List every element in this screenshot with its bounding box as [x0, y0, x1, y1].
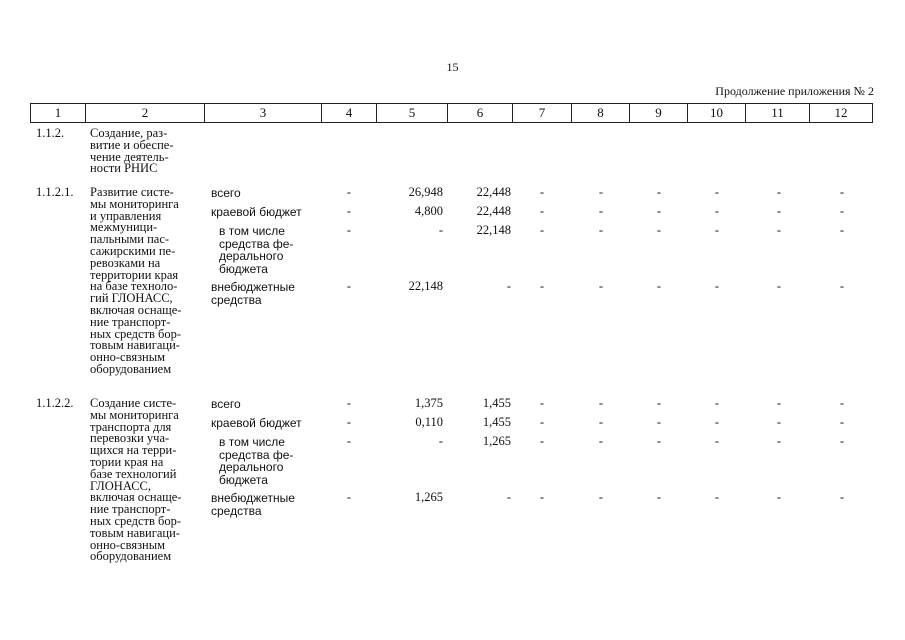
row-name-line: транспорта для	[90, 419, 172, 434]
funding-source-label: средства фе-	[219, 236, 294, 251]
value-cell: -	[839, 204, 845, 218]
value-cell: -	[598, 415, 604, 429]
value-cell: -	[539, 415, 545, 429]
funding-source-label: в том числе	[219, 435, 285, 449]
value-cell: -	[776, 434, 782, 448]
value-cell: -	[656, 415, 662, 429]
funding-source-label: средства фе-	[219, 447, 294, 462]
value-cell: -	[839, 415, 845, 429]
value-cell: -	[656, 396, 662, 410]
row-name-line: чение деятель-	[90, 149, 169, 164]
funding-source-label: краевой бюджет	[211, 205, 302, 219]
funding-source-label: бюджета	[219, 472, 268, 487]
funding-source-label: внебюджетные	[211, 491, 295, 505]
value-cell: -	[656, 223, 662, 237]
value-cell: -	[539, 434, 545, 448]
row-name-line: сажирскими пе-	[90, 244, 176, 258]
value-cell: -	[598, 223, 604, 237]
value-cell: -	[346, 490, 352, 504]
row-name-line: ние транспорт-	[90, 502, 171, 517]
funding-source-label: всего	[211, 397, 241, 411]
value-cell: -	[539, 223, 545, 237]
value-cell: -	[346, 279, 352, 293]
value-cell: -	[839, 434, 845, 448]
continuation-label: Продолжение приложения № 2	[715, 84, 874, 98]
value-cell: -	[776, 185, 782, 199]
value-cell: -	[714, 396, 720, 410]
value-cell: -	[656, 434, 662, 448]
header-col-5: 5	[377, 104, 448, 123]
value-cell: -	[714, 279, 720, 293]
value-cell: -	[776, 223, 782, 237]
value-cell: -	[714, 185, 720, 199]
header-col-6: 6	[448, 104, 513, 123]
value-cell: 1,265	[482, 434, 511, 448]
row-name-line: включая оснаще-	[90, 490, 182, 505]
value-cell: 22,448	[476, 185, 511, 199]
row-name-line: ности РНИС	[90, 161, 158, 176]
value-cell: -	[598, 396, 604, 410]
row-name-line: ных средств бор-	[90, 326, 182, 341]
value-cell: -	[714, 434, 720, 448]
value-cell: -	[776, 396, 782, 410]
header-col-4: 4	[322, 104, 377, 123]
funding-source-label: всего	[211, 186, 241, 200]
value-cell: -	[506, 279, 511, 293]
row-name-line: щихся на терри-	[90, 443, 177, 458]
value-cell: -	[714, 204, 720, 218]
header-col-11: 11	[746, 104, 810, 123]
funding-source-label: средства	[211, 292, 262, 307]
row-name-line: ГЛОНАСС,	[90, 478, 152, 493]
value-cell: -	[438, 434, 443, 448]
row-name-line: перевозки уча-	[90, 431, 170, 446]
value-cell: 1,375	[414, 396, 443, 410]
header-col-10: 10	[688, 104, 746, 123]
value-cell: -	[839, 490, 845, 504]
value-cell: 1,455	[482, 415, 511, 429]
value-cell: -	[714, 415, 720, 429]
value-cell: -	[839, 279, 845, 293]
row-name-line: на базе техноло-	[90, 279, 178, 294]
row-name-line: гий ГЛОНАСС,	[90, 291, 173, 306]
value-cell: 26,948	[408, 185, 443, 199]
value-cell: -	[346, 415, 352, 429]
row-name-line: оборудованием	[90, 362, 172, 376]
header-col-8: 8	[572, 104, 630, 123]
row-name-line: Создание систе-	[90, 396, 177, 410]
value-cell: -	[776, 490, 782, 504]
row-name-line: витие и обеспе-	[90, 137, 174, 152]
funding-source-label: бюджета	[219, 261, 268, 276]
value-cell: -	[776, 415, 782, 429]
value-cell: 22,148	[476, 223, 511, 237]
value-cell: -	[839, 185, 845, 199]
header-col-2: 2	[86, 104, 205, 123]
value-cell: -	[839, 223, 845, 237]
value-cell: -	[598, 490, 604, 504]
row-name-line: Создание, раз-	[90, 126, 168, 140]
value-cell: -	[346, 223, 352, 237]
value-cell: -	[714, 223, 720, 237]
row-name-line: мы мониторинга	[90, 196, 179, 211]
row-name-line: ревозками на	[90, 255, 161, 270]
value-cell: -	[598, 185, 604, 199]
value-cell: -	[839, 396, 845, 410]
row-name-line: мы мониторинга	[90, 407, 179, 422]
value-cell: -	[346, 185, 352, 199]
row-name-line: оборудованием	[90, 549, 172, 564]
header-col-3: 3	[205, 104, 322, 123]
row-name-line: пальными пас-	[90, 232, 170, 247]
funding-source-label: средства	[211, 503, 262, 518]
row-name-line: ние транспорт-	[90, 314, 171, 329]
row-name-line: товым навигаци-	[90, 338, 180, 353]
header-col-7: 7	[513, 104, 572, 123]
row-name-line: базе технологий	[90, 466, 177, 481]
column-header-row	[30, 103, 873, 123]
row-name-line: онно-связным	[90, 350, 166, 365]
value-cell: -	[539, 185, 545, 199]
value-cell: -	[346, 434, 352, 448]
header-col-12: 12	[810, 104, 873, 123]
row-name-line: территории края	[90, 267, 179, 282]
value-cell: -	[506, 490, 511, 504]
value-cell: -	[539, 396, 545, 410]
value-cell: 1,455	[482, 396, 511, 410]
row-name-line: включая оснаще-	[90, 303, 182, 317]
value-cell: -	[776, 204, 782, 218]
value-cell: -	[539, 490, 545, 504]
row-code: 1.1.2.1.	[36, 185, 74, 199]
funding-source-label: в том числе	[219, 224, 285, 238]
value-cell: -	[598, 204, 604, 218]
value-cell: -	[598, 434, 604, 448]
row-code: 1.1.2.	[36, 126, 65, 140]
value-cell: -	[656, 185, 662, 199]
value-cell: -	[346, 204, 352, 218]
page-number: 15	[446, 60, 459, 74]
header-col-9: 9	[630, 104, 688, 123]
value-cell: -	[656, 279, 662, 293]
value-cell: 4,800	[414, 204, 443, 218]
funding-source-label: краевой бюджет	[211, 416, 302, 430]
value-cell: -	[656, 490, 662, 504]
funding-source-label: дерального	[219, 460, 284, 474]
value-cell: 0,110	[415, 415, 443, 429]
row-name-line: Развитие систе-	[90, 185, 174, 199]
value-cell: -	[714, 490, 720, 504]
value-cell: 22,448	[476, 204, 511, 218]
value-cell: -	[346, 396, 352, 410]
value-cell: -	[438, 223, 443, 237]
row-name-line: тории края на	[90, 455, 164, 469]
row-name-line: ных средств бор-	[90, 514, 182, 528]
value-cell: -	[598, 279, 604, 293]
row-code: 1.1.2.2.	[36, 396, 74, 410]
row-name-line: межмуници-	[90, 220, 158, 235]
value-cell: -	[539, 204, 545, 218]
value-cell: 1,265	[414, 490, 443, 504]
value-cell: -	[776, 279, 782, 293]
value-cell: 22,148	[408, 279, 443, 293]
header-col-1: 1	[31, 104, 86, 123]
row-name-line: онно-связным	[90, 537, 166, 552]
row-name-line: товым навигаци-	[90, 525, 180, 540]
funding-source-label: внебюджетные	[211, 280, 295, 294]
value-cell: -	[656, 204, 662, 218]
value-cell: -	[539, 279, 545, 293]
funding-source-label: дерального	[219, 249, 284, 263]
row-name-line: и управления	[90, 208, 162, 223]
